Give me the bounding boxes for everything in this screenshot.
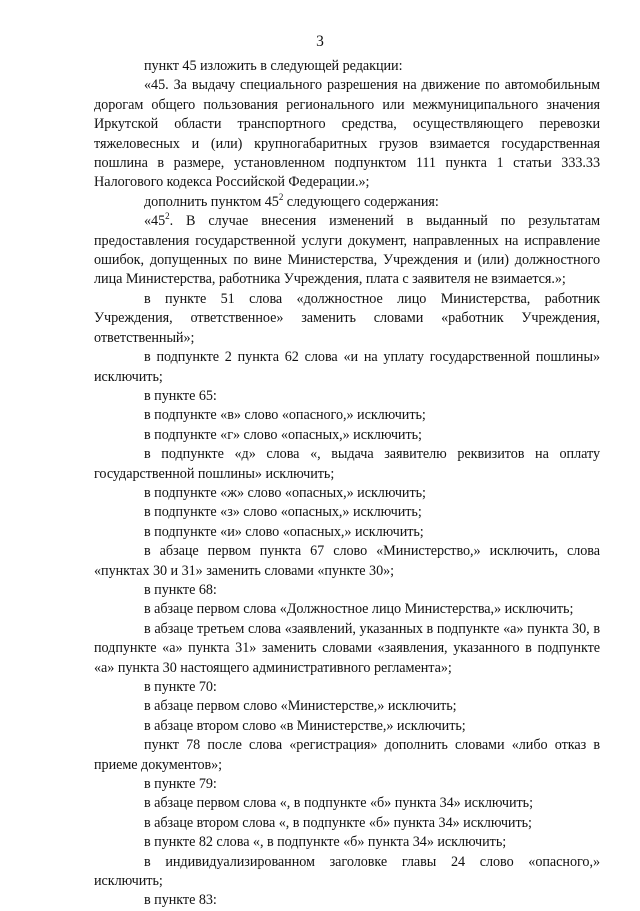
paragraph-item-45-text: «45. За выдачу специального разрешения на движение по автомобильным дорогам общего пользования регионального или межмуниципального значения Иркутской области транспортного средства, осуществляющего перевозки тяжеловесных и (или) крупногабаритных грузов взимается государственная пошлина в размере, установленном подпунктом 111 пункта 1 статьи 333.33 Налогового кодекса Российской Федерации.»;: [94, 77, 600, 191]
paragraph-add-45-2-intro: дополнить пунктом $45^2$ следующего содержания:: [144, 191, 439, 210]
paragraph-item-51: в пункте 51 слова «должностное лицо Министерства, работник Учреждения, ответственное» заменить словами «работник Учреждения, ответственный»;: [94, 290, 600, 346]
paragraph-item-65-intro: в пункте 65:: [144, 387, 217, 404]
paragraph-item-45-2-text: «$45^2$. В случае внесения изменений в выданный по результатам предоставления государственной услуги документ, направленных на исправление ошибок, допущенных по вине Министерства, Учреждения и (или) должностного лица Министерства, работника Учреждения, плата с заявителя не взимается.»;: [94, 211, 600, 288]
paragraph-item-68-intro: в пункте 68:: [144, 581, 217, 598]
paragraph-item-70-intro: в пункте 70:: [144, 679, 217, 695]
paragraph-item-65-v: в подпункте «в» слово «опасного,» исключить;: [144, 407, 426, 424]
paragraph-item-78: пункт 78 после слова «регистрация» дополнить словами «либо отказ в приеме документов»;: [94, 737, 600, 773]
paragraph-item-79-second: в абзаце втором слова «, в подпункте «б» пункта 34» исключить;: [144, 814, 532, 831]
paragraph-item-65-zh: в подпункте «ж» слово «опасных,» исключить;: [144, 484, 426, 501]
paragraph-item-45-intro: пункт 45 изложить в следующей редакции:: [144, 58, 403, 74]
paragraph-chapter-24-heading: в индивидуализированном заголовке главы 24 слово «опасного,» исключить;: [94, 853, 600, 890]
paragraph-item-70-first: в абзаце первом слово «Министерстве,» исключить;: [144, 698, 457, 715]
document-body: [94, 57, 600, 911]
paragraph-item-65-g: в подпункте «г» слово «опасных,» исключить;: [144, 426, 422, 443]
paragraph-item-70-second: в абзаце втором слово «в Министерстве,» исключить;: [144, 717, 466, 734]
paragraph-item-79-first: в абзаце первом слова «, в подпункте «б» пункта 34» исключить;: [144, 795, 533, 812]
paragraph-item-67: в абзаце первом пункта 67 слово «Министерство,» исключить, слова «пунктах 30 и 31» заменить словами «пункте 30»;: [94, 543, 600, 579]
paragraph-item-68-first: в абзаце первом слова «Должностное лицо Министерства,» исключить;: [144, 601, 574, 618]
page-number: 3: [316, 33, 324, 50]
paragraph-item-83-intro: в пункте 83:: [144, 892, 217, 909]
paragraph-item-62: в подпункте 2 пункта 62 слова «и на уплату государственной пошлины» исключить;: [94, 349, 600, 385]
superscript-2: 2: [165, 211, 170, 222]
paragraph-item-79-intro: в пункте 79:: [144, 776, 217, 793]
paragraph-item-65-d: в подпункте «д» слова «, выдача заявителю реквизитов на оплату государственной пошлины» исключить;: [94, 446, 600, 482]
paragraph-item-65-z: в подпункте «з» слово «опасных,» исключить;: [144, 504, 422, 521]
paragraph-item-82: в пункте 82 слова «, в подпункте «б» пункта 34» исключить;: [144, 834, 507, 851]
superscript-2: 2: [278, 191, 284, 202]
paragraph-item-65-i: в подпункте «и» слово «опасных,» исключить;: [144, 523, 424, 540]
paragraph-item-68-third: в абзаце третьем слова «заявлений, указанных в подпункте «а» пункта 30, в подпункте «а» пункта 31» заменить словами «заявления, указанного в подпункте «а» пункта 30 настоящего административного регламента»;: [94, 620, 600, 676]
